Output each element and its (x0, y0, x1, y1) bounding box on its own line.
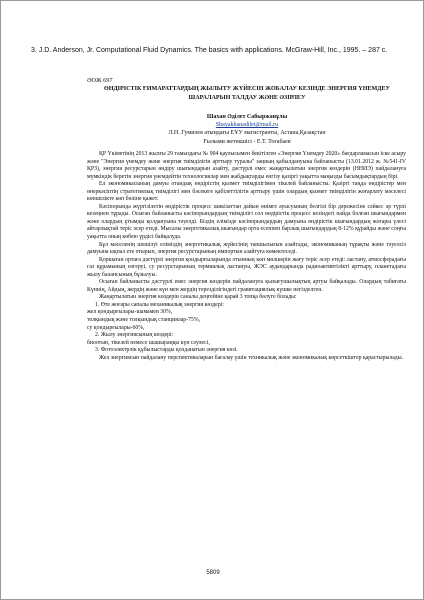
list-item: биоотын, тікелей немесе шашыраңқы күн сәулесі, (87, 339, 210, 346)
paragraph: Кәсіпорында жүргізілетін өндірістік процесс шикізаттан дайын өнімге ауысуының белгілі бір дәрежесіне сәйкес әр түрлі кезеңнен тұрады. Осыған байланысты кәсіпорындардың тиімділігі сол өндірістік процесс кезіндегі пайда болған шығындармен және олардың ұтымды қолдануына тәуелді. Біздің елімізде кәсіпорындардың дамуына өндірістік шығындардың жоғары үлесі айтарлықтай теріс әсер етеді. Мысалы энергетикалық шығындар орта есеппен барлық шығындардың 8-12% құрайды және соңғы уақытта оның көбею үрдісі байқалуда. (87, 203, 406, 241)
list-item: 2. Жылу энергиясының көздері: (95, 332, 174, 339)
supervisor: Ғылыми жетекшісі - Е.Т. Тоғабаев (203, 138, 291, 145)
udc-code: ӘОЖ 697 (87, 77, 113, 84)
list-item: су қондырғылары-60%, (87, 324, 145, 331)
author-name: Шахан Әділет Сабыржанұлы (206, 114, 288, 120)
article-body (87, 151, 406, 362)
page-number: 5809 (206, 570, 220, 576)
list-item: 1. Өте жоғары сапалы механикалық энергия көздері: (95, 301, 224, 308)
paragraph: Жел энергиясын пайдалану перспективаларын бағалау үшін техникалық және экономикалық көрсеткіштер қарастырылады. (99, 354, 404, 361)
paragraph: Ел экономикасының дамуы отандық өндірістің қызмет тиімділігімен тікелей байланысты. Қазіргі таңда өндірістер мен өнеркәсіптің стратегиялық тиімділігі мен бәсекеге қабілеттілігін арттыру үшін олардың қызмет тиімділігін жоғарлату мәселесі көпшілікте көп бөліне қажет. (87, 181, 406, 203)
list-item: жел қондырғылары-шамамен 30%, (87, 309, 173, 316)
paragraph: Осыған байланысты дәстүрлі емес энергия көздерін пайдалануға қызығушылықтың артуы байқалады. Олардың табиғаты Күннің, Айдың, жердің және күн мен жердің терезділігіндегі гравитациялық күшке негізделген. (87, 279, 406, 293)
list-item: толқындық және толқындық станциялар-75%, (87, 317, 201, 324)
paragraph: ҚР Үкіметінің 2013 жылғы 29 тамыздағы № 904 қаулысымен бекітілген «Энергия Үнемдеу 2020» бағдарламасын іске асыру және "Энергия үнемдеу және энергия тиімділігін арттыру туралы" заңның қабылдануына байланысты (13.01.2012 ж. №541-IV ҚРЗ), энергия ресурстарын өндіру шығындарын азайту, дәстүрлі емес жаңартылатын энергия көздерін (ННИЭ) пайдалануға мүмкіндік беретін энергия үнемдейтін технологиялар мен жабдықтарды енгізу қазіргі уақытта маңызды басымдықтардың бірі. (87, 151, 406, 180)
list-item: 3. Фотоэлектрлік құбылыстарды қолданатын энергия көзі. (95, 347, 238, 354)
reference-entry: 3. J.D. Anderson, Jr. Computational Fluid Dynamics. The basics with applications. McGraw-Hill, Inc., 1995. – 287 с. (31, 47, 388, 54)
paragraph: Бұл мәселенің шешілуі еліміздің энергетикалық жүйесінің тапшылығын азайтады, экономиканың тұрақты және тәуелсіз дамуына ықпал ете отырып, энергия ресурстарының импортын азайтуға көмектеседі. (87, 241, 406, 256)
paragraph: Қоршаған ортаға дәстүрлі энергия қондырғыларында отынның көп мөлшерін жағу теріс әсер етеді: ластану, атмосферадағы газ құрамының өзгеруі, су ресурстарының термиялық ластануы, ЖЭС аудандарында радиоактивтілікті арттыру, планетадағы жылу балансының бұзылуы. (87, 256, 406, 278)
author-block (87, 113, 407, 146)
paragraph: Жаңартылатын энергия көздерін саналы деңгейіне қарай 3 топқа бөлуге болады: (99, 294, 297, 301)
author-affiliation: Л.Н. Гумилев атындағы ЕҰУ магистранты, Астана,Қазақстан (168, 130, 326, 137)
article-title: ӨНДІРІСТІК ҒИМАРАТТАРДЫҢ ЖЫЛЫТУ ЖҮЙЕСІН ЖОБАЛАУ КЕЗІНДЕ ЭНЕРГИЯ ҮНЕМДЕУ ШАРАЛАРЫН ТАЛДАУ ЖӘНЕ ӘЗІРЛЕУ (103, 86, 390, 101)
author-email-link[interactable]: Shayakhanadilet@mail.ru (215, 122, 279, 129)
